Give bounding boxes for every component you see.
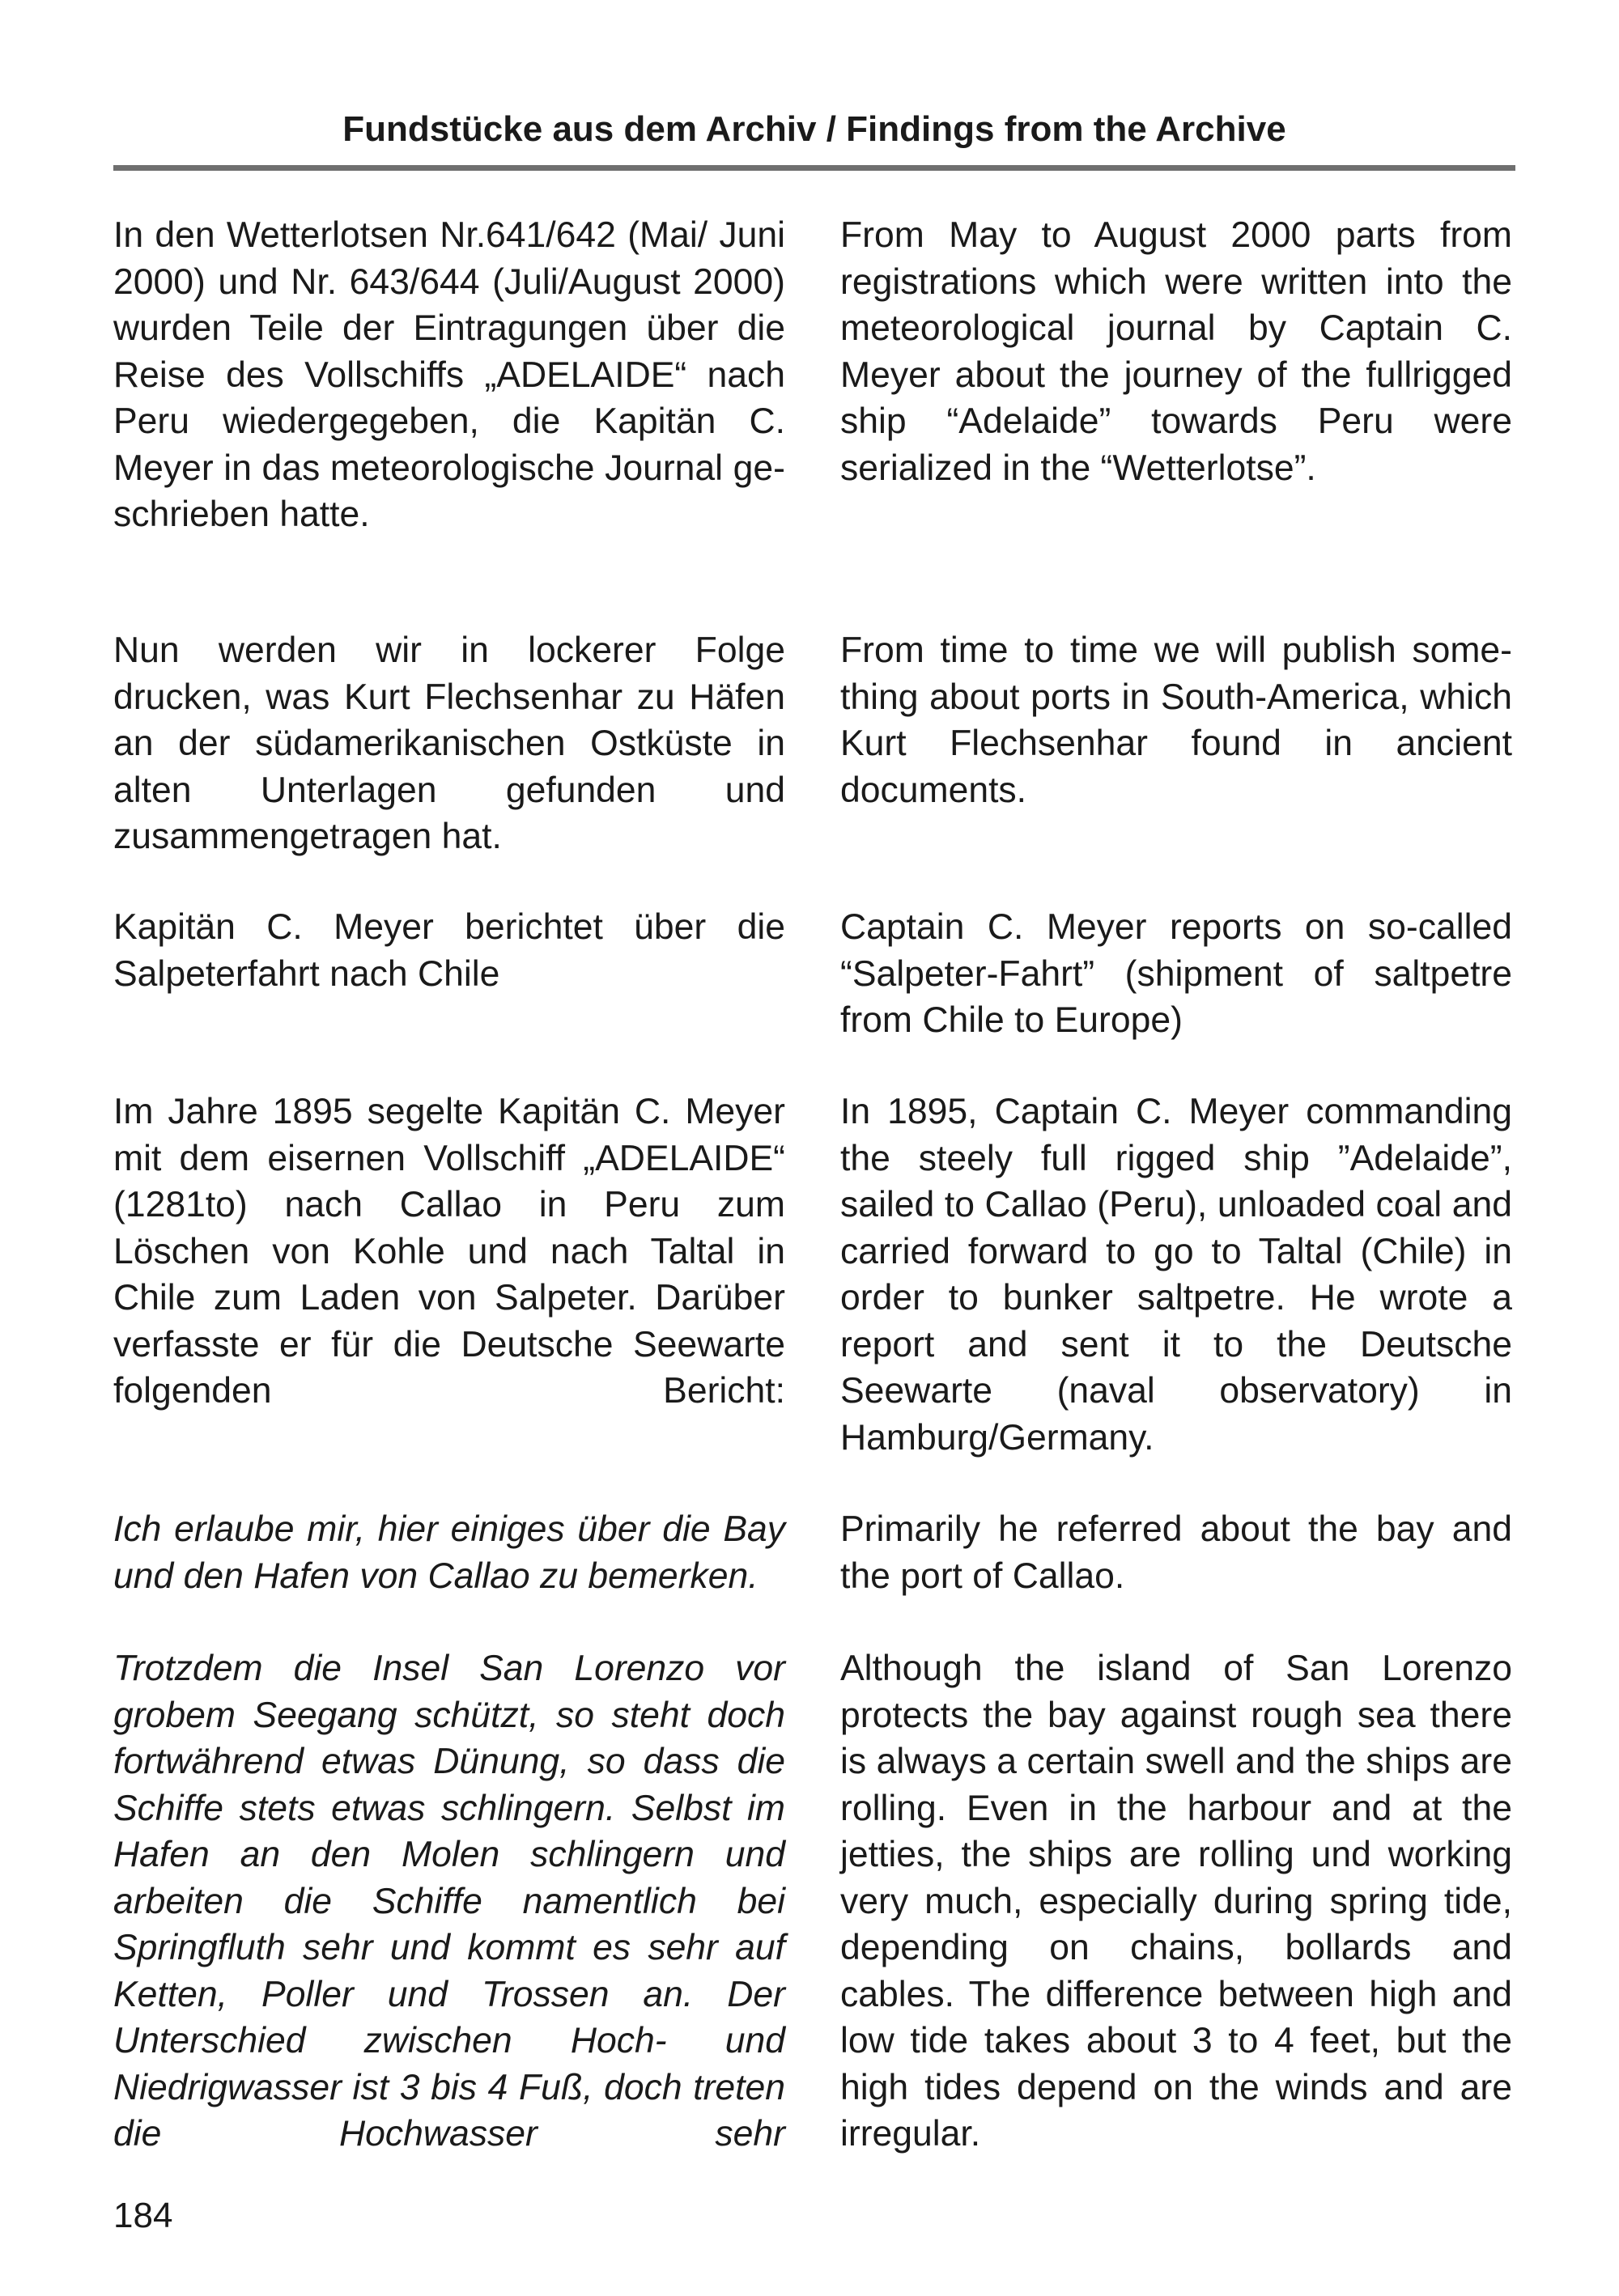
german-paragraph-4: Im Jahre 1895 segelte Kapitän C. Meyer mit dem eisernen Vollschiff „ADELAIDE“ (1281to) nach Callao in Peru zum Löschen von Kohle und nach Taltal in Chile zum Laden von Salpeter. Darüber verfasste er für die Deutsche Seewarte folgenden Bericht:	[113, 1092, 785, 1411]
english-paragraph-3: Captain C. Meyer reports on so-called “Salpeter-Fahrt” (shipment of saltpetre from Chile to Europe)	[840, 907, 1512, 1040]
english-paragraph-5: Primarily he referred about the bay and the port of Callao.	[840, 1509, 1512, 1596]
page-number: 184	[113, 2196, 173, 2235]
english-paragraph-6: Although the island of San Lorenzo protects the bay against rough sea there is always a certain swell and the ships are rolling. Even in the harbour and at the jetties, the ships are rolling und working very much, especially during spring tide, depending on chains, bollards and cables. The difference between high and low tide takes about 3 to 4 feet, but the high tides depend on the winds and are irregular.	[840, 1649, 1512, 2154]
page-header-title: Fundstücke aus dem Archiv / Findings from the Archive	[342, 109, 1286, 149]
german-paragraph-1: In den Wetterlotsen Nr.641/642 (Mai/ Juni 2000) und Nr. 643/644 (Juli/August 2000) wurden Teile der Eintragungen über die Reise des Vollschiffs „ADELAIDE“ nach Peru wiedergegeben, die Kapitän C. Meyer in das meteorologische Journal geschrieben hatte.	[113, 215, 785, 534]
german-paragraph-3: Kapitän C. Meyer berichtet über die Salpeterfahrt nach Chile	[113, 907, 785, 994]
german-paragraph-5: Ich erlaube mir, hier einiges über die Bay und den Hafen von Callao zu bemerken.	[113, 1509, 785, 1596]
english-paragraph-4: In 1895, Captain C. Meyer commanding the steely full rigged ship ”Adelaide”, sailed to Callao (Peru), unloaded coal and carried forward to go to Taltal (Chile) in order to bunker saltpetre. He wrote a report and sent it to the Deutsche Seewarte (naval observatory) in Hamburg/Germany.	[840, 1092, 1512, 1458]
german-paragraph-2: Nun werden wir in lockerer Folge drucken, was Kurt Flechsenhar zu Häfen an der südamerikanischen Ostküste in alten Unterlagen gefunden und zusammengetragen hat.	[113, 630, 785, 856]
header-divider	[113, 165, 1515, 171]
german-paragraph-6: Trotzdem die Insel San Lorenzo vor grobem Seegang schützt, so steht doch fortwährend etwas Dünung, so dass die Schiffe stets etwas schlingern. Selbst im Hafen an den Molen schlingern und arbeiten die Schiffe namentlich bei Springfluth sehr und kommt es sehr auf Ketten, Poller und Trossen an. Der Unterschied zwischen Hoch- und Niedrigwasser ist 3 bis 4 Fuß, doch treten die Hochwasser sehr	[113, 1649, 785, 2154]
english-paragraph-2: From time to time we will publish something about ports in South-America, which Kurt Flechsenhar found in ancient documents.	[840, 630, 1512, 810]
english-paragraph-1: From May to August 2000 parts from registrations which were written into the meteorological journal by Captain C. Meyer about the journey of the fullrigged ship “Adelaide” towards Peru were serialized in the “Wetterlotse”.	[840, 215, 1512, 488]
